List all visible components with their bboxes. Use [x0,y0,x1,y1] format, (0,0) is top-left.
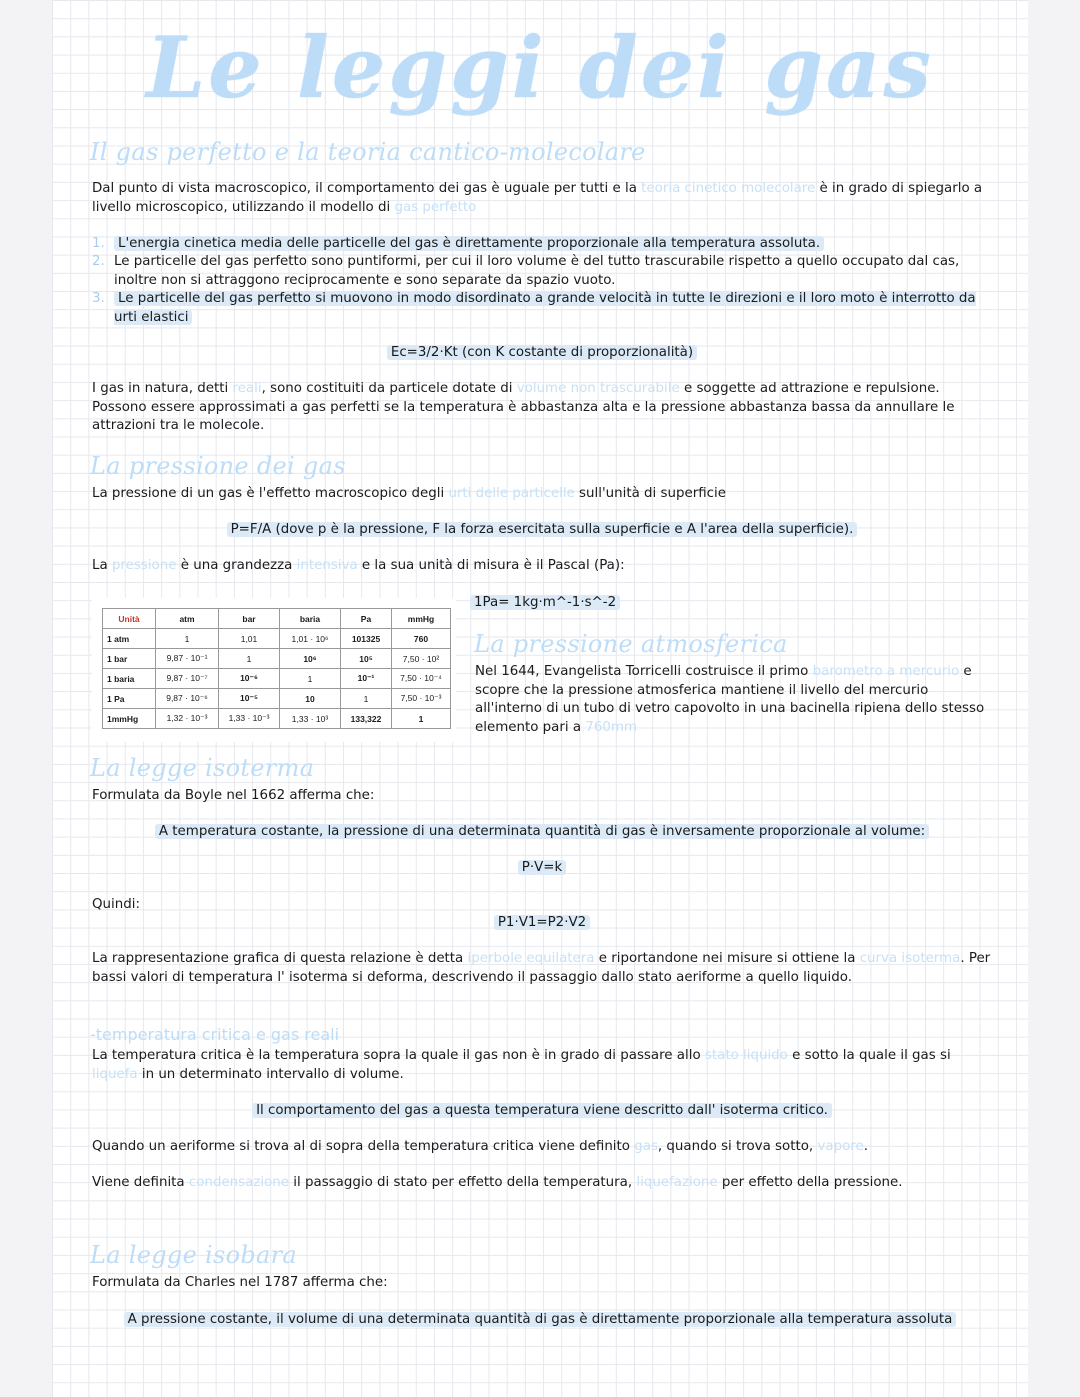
table-cell: 1,33 · 10⁻³ [219,709,280,729]
unit-conversion-table [102,608,451,729]
section-heading-pressione-atmosferica: La pressione atmosferica [474,630,788,658]
section-heading-legge-isoterma: La legge isoterma [90,754,315,782]
table-cell: 1 baria [103,669,156,689]
real-gas-paragraph: I gas in natura, detti reali, sono costituiti da particele dotate di volume non trascurabile e soggette ad attrazione e repulsione. Possono essere approssimati a gas perfetti se la temperatura è abbastanza alta e la pressione abbastanza bassa da annullare le attrazioni tra le molecole. [92,381,955,433]
table-cell: 10 [280,689,341,709]
table-row [103,669,451,689]
table-header-row [103,609,451,629]
formula-p1v1-p2v2: P1·V1=P2·V2 [92,914,992,933]
table-cell: 9,87 · 10⁻⁷ [156,669,219,689]
charles-statement: A pressione costante, il volume di una determinata quantità di gas è direttamente proporzionale alla temperatura assoluta [92,1311,988,1330]
section-heading-gas-perfetto: Il gas perfetto e la teoria cantico-molecolare [90,138,646,166]
boyle-statement: A temperatura costante, la pressione di una determinata quantità di gas è inversamente proporzionale al volume: [92,823,992,842]
section-heading-legge-isobara: La legge isobara [90,1241,298,1269]
isoterma-graph-paragraph: La rappresentazione grafica di questa relazione è detta iperbole equilatera e riportandone nei misure si ottiene la curva isoterma. Per bassi valori di temperatura l' isoterma si deforma, descrivendo il passaggio dallo stato aeriforme a quello liquido. [92,951,991,985]
condensazione-paragraph: Viene definita condensazione il passaggio di stato per effetto della temperatura, liquefazione per effetto della pressione. [92,1175,903,1190]
table-cell: 10⁶ [280,649,341,669]
table-cell: 1,01 [219,629,280,649]
table-cell: 10⁵ [341,649,392,669]
table-cell: 10⁻⁵ [219,689,280,709]
table-cell: 10⁻¹ [341,669,392,689]
table-cell: 133,322 [341,709,392,729]
torricelli-paragraph: Nel 1644, Evangelista Torricelli costruisce il primo barometro a mercurio e scopre che la pressione atmosferica mantiene il livello del mercurio all'interno di un tubo di vetro capovolto in una bacinella ripiena dello stesso elemento pari a 760mm [475,664,985,735]
boyle-intro: Formulata da Boyle nel 1662 afferma che: [92,788,375,803]
table-row [103,649,451,669]
critical-temperature-paragraph: La temperatura critica è la temperatura sopra la quale il gas non è in grado di passare allo stato liquido e sotto la quale il gas si liquefa in un determinato intervallo di volume. [92,1048,951,1082]
formula-kinetic-energy: Ec=3/2·Kt (con K costante di proporzionalità) [92,344,992,363]
table-cell: 1 [156,629,219,649]
table-cell: 1 [392,709,451,729]
list-item: 2. Le particelle del gas perfetto sono puntiformi, per cui il loro volume è del tutto trascurabile rispetto a quello occupato dal cas, inoltre non si attraggono reciprocamente e sono separate da spazio vuoto. [92,254,960,288]
quindi-label: Quindi: [92,897,140,912]
table-cell: 760 [392,629,451,649]
section-heading-pressione: La pressione dei gas [90,452,346,480]
table-cell: 1 Pa [103,689,156,709]
unit-conversion-table-box [92,598,456,742]
table-header: baria [280,609,341,629]
table-cell: 1 bar [103,649,156,669]
table-cell: 9,87 · 10⁻¹ [156,649,219,669]
list-item: 3. Le particelle del gas perfetto si muovono in modo disordinato a grande velocità in tutte le direzioni e il loro moto è interrotto da urti elastici [92,291,976,325]
table-header: bar [219,609,280,629]
table-cell: 1,01 · 10⁶ [280,629,341,649]
table-cell: 7,50 · 10² [392,649,451,669]
list-item: 1. L'energia cinetica media delle particelle del gas è direttamente proporzionale alla temperatura assoluta. [92,235,997,254]
page-title: Le leggi dei gas [146,18,934,117]
table-cell: 1,32 · 10⁻³ [156,709,219,729]
table-cell: 1 [219,649,280,669]
table-cell: 1mmHg [103,709,156,729]
table-cell: 1 [341,689,392,709]
critical-isotherm-statement: Il comportamento del gas a questa temperatura viene descritto dall' isoterma critico. [92,1102,992,1121]
table-cell: 10⁻⁶ [219,669,280,689]
formula-pressure: P=F/A (dove p è la pressione, F la forza esercitata sulla superficie e A l'area della superficie). [92,521,992,540]
charles-intro: Formulata da Charles nel 1787 afferma che: [92,1275,388,1290]
table-cell: 7,50 · 10⁻⁴ [392,669,451,689]
intro-paragraph: Dal punto di vista macroscopico, il comportamento dei gas è uguale per tutti e la teoria cinetico molecolare è in grado di spiegarlo a livello microscopico, utilizzando il modello di gas perfetto [92,181,983,215]
table-row [103,689,451,709]
subheading-temperatura-critica: -temperatura critica e gas reali [90,1025,340,1044]
table-header: atm [156,609,219,629]
table-row [103,629,451,649]
table-cell: 1 atm [103,629,156,649]
table-cell: 9,87 · 10⁻⁶ [156,689,219,709]
gas-vapore-paragraph: Quando un aeriforme si trova al di sopra della temperatura critica viene definito gas, quando si trova sotto, vapore. [92,1139,868,1154]
formula-pv-k: P·V=k [92,859,992,878]
table-header: Pa [341,609,392,629]
table-cell: 1 [280,669,341,689]
table-cell: 1,33 · 10³ [280,709,341,729]
table-row [103,709,451,729]
table-cell: 101325 [341,629,392,649]
table-header: Unità [103,609,156,629]
pascal-definition: 1Pa= 1kg·m^-1·s^-2 [470,594,620,613]
pressure-definition: La pressione di un gas è l'effetto macroscopico degli urti delle particelle sull'unità di superficie [92,486,726,501]
pressure-unit-line: La pressione è una grandezza intensiva e la sua unità di misura è il Pascal (Pa): [92,558,625,573]
table-header: mmHg [392,609,451,629]
table-cell: 7,50 · 10⁻³ [392,689,451,709]
